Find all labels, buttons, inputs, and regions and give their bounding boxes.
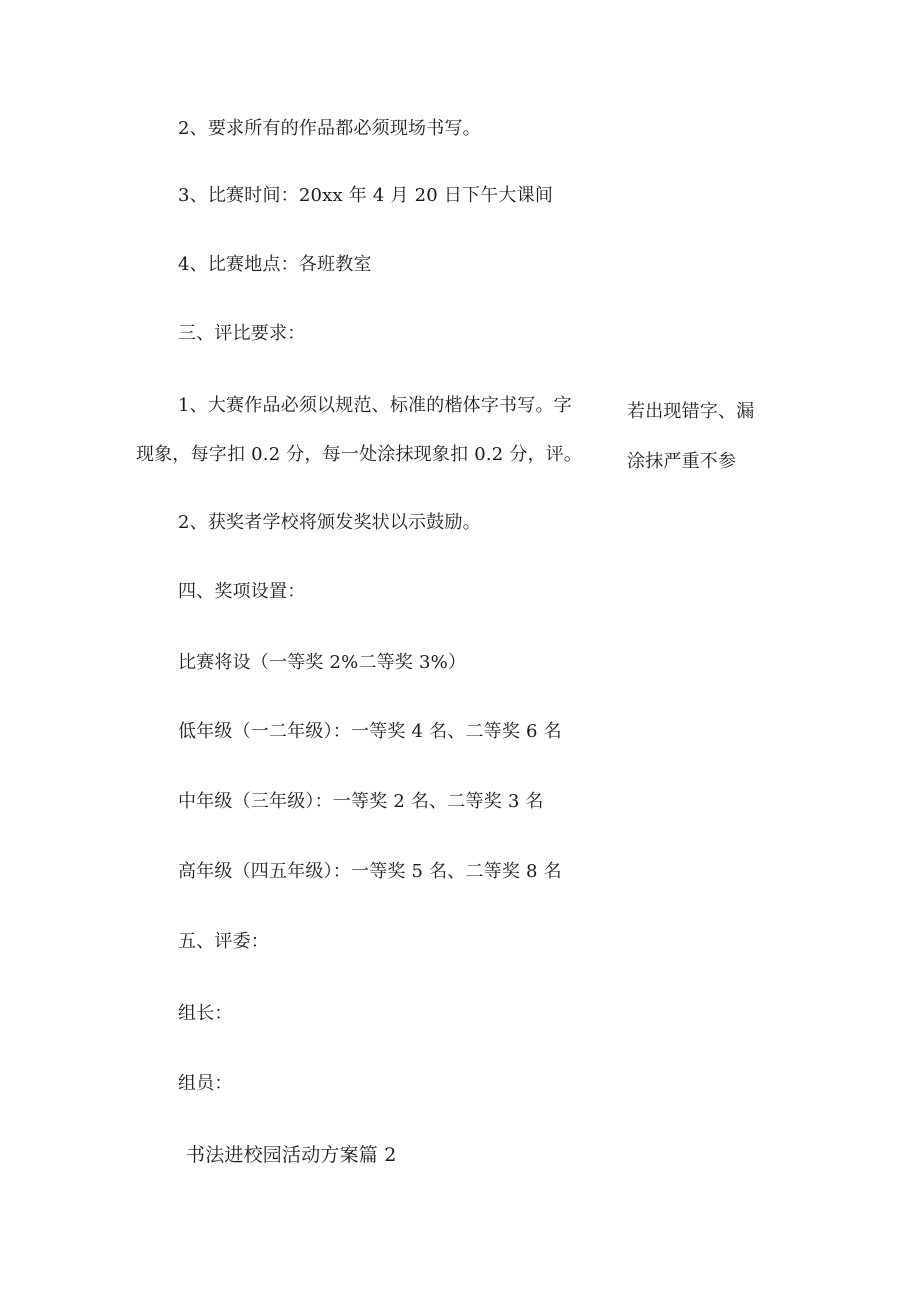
judging-item-1-side-1: 若出现错字、漏 bbox=[627, 401, 755, 422]
rule-item-2: 2、要求所有的作品都必须现场书写。 bbox=[178, 118, 481, 139]
judges-leader: 组长： bbox=[178, 1003, 233, 1024]
awards-low-grade: 低年级（一二年级）：一等奖 4 名、二等奖 6 名 bbox=[178, 721, 562, 742]
section-heading-judges: 五、评委： bbox=[178, 931, 269, 952]
judging-item-1-side-2: 涂抹严重不参 bbox=[627, 451, 737, 472]
section-heading-awards: 四、奖项设置： bbox=[178, 581, 306, 602]
judging-item-2: 2、获奖者学校将颁发奖状以示鼓励。 bbox=[178, 512, 481, 533]
rule-item-4-location: 4、比赛地点：各班教室 bbox=[178, 254, 372, 275]
awards-high-grade: 高年级（四五年级）：一等奖 5 名、二等奖 8 名 bbox=[178, 861, 562, 882]
rule-item-3-time: 3、比赛时间：20xx 年 4 月 20 日下午大课间 bbox=[178, 185, 554, 206]
section-heading-judging: 三、评比要求： bbox=[178, 323, 306, 344]
judging-item-1-line-1: 1、大赛作品必须以规范、标准的楷体字书写。字 bbox=[178, 395, 572, 416]
awards-summary: 比赛将设（一等奖 2%二等奖 3%） bbox=[178, 652, 467, 673]
awards-mid-grade: 中年级（三年级）：一等奖 2 名、二等奖 3 名 bbox=[178, 791, 544, 812]
next-plan-title: 书法进校园活动方案篇 2 bbox=[186, 1144, 397, 1166]
judging-item-1-line-2: 现象，每字扣 0.2 分，每一处涂抹现象扣 0.2 分，评。 bbox=[136, 444, 583, 465]
judges-members: 组员： bbox=[178, 1073, 233, 1094]
